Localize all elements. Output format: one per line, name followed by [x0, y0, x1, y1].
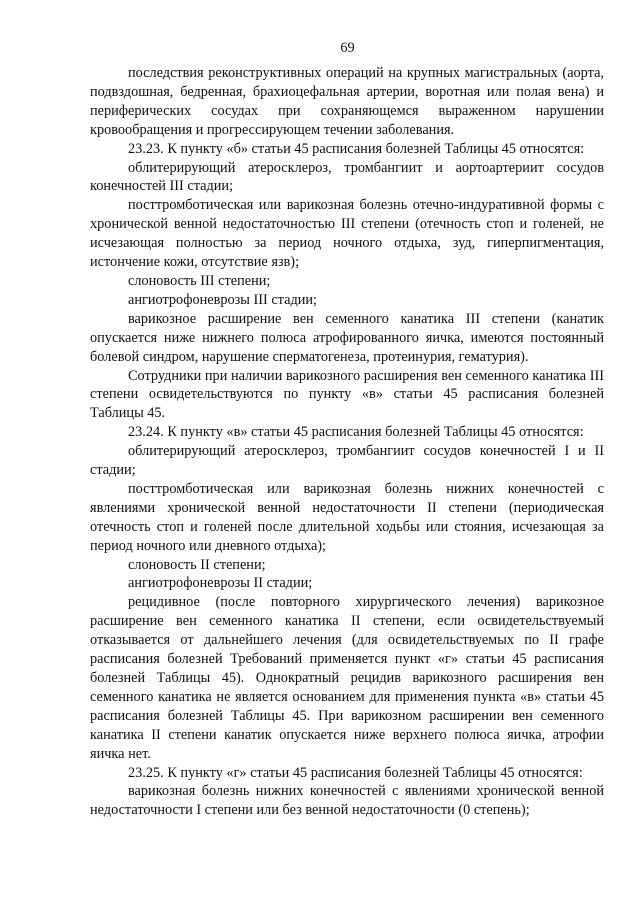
paragraph: 23.24. К пункту «в» статьи 45 расписания болезней Таблицы 45 относятся:	[128, 424, 584, 441]
paragraph: 23.25. К пункту «г» статьи 45 расписания болезней Таблицы 45 относятся:	[128, 764, 583, 781]
paragraph: облитерирующий атеросклероз, тромбангиит сосудов конечностей I и II стадии;	[90, 443, 604, 479]
paragraph: посттромботическая или варикозная болезнь нижних конечностей с явлениями хронической венной недостаточности II степени (периодическая отечность стоп и голеней после длительной ходьбы или стояния, исчезающая за период ночного или дневного отдыха);	[90, 480, 604, 554]
paragraph: ангиотрофоневрозы III стадии;	[128, 291, 317, 308]
paragraph: облитерирующий атеросклероз, тромбангиит и аортоартериит сосудов конечностей III стадии;	[90, 159, 604, 195]
paragraph: варикозное расширение вен семенного канатика III степени (канатик опускается ниже нижнего полюса атрофированного яичка, имеются постоянный болевой синдром, нарушение сперматогенеза, протеинурия, гематурия).	[90, 310, 604, 365]
paragraph: 23.23. К пункту «б» статьи 45 расписания болезней Таблицы 45 относятся:	[128, 140, 585, 157]
paragraph: последствия реконструктивных операций на крупных магистральных (аорта, подвздошная, бедренная, брахиоцефальная артерии, воротная или полая вена) и периферических сосудах при сохраняющемся выраженном нарушении кровообращения и прогрессирующем течении заболевания.	[90, 65, 604, 138]
paragraph: варикозная болезнь нижних конечностей с явлениями хронической венной недостаточности I степени или без венной недостаточности (0 степень);	[90, 783, 604, 819]
paragraph: слоновость III степени;	[128, 272, 271, 289]
document-body	[90, 64, 604, 820]
paragraph: Сотрудники при наличии варикозного расширения вен семенного канатика III степени освидетельствуются по пункту «в» статьи 45 расписания болезней Таблицы 45.	[90, 367, 604, 422]
paragraph: рецидивное (после повторного хирургического лечения) варикозное расширение вен семенного канатика II степени, если освидетельствуемый отказывается от дальнейшего лечения (для освидетельствуемых по II графе расписания болезней Требований применяется пункт «г» статьи 45 расписания болезней Таблицы 45). Однократный рецидив варикозного расширения вен семенного канатика не является основанием для применения пункта «в» статьи 45 расписания болезней Таблицы 45. При варикозном расширении вен семенного канатика II степени канатик опускается ниже верхнего полюса яичка, атрофии яичка нет.	[90, 594, 604, 762]
paragraph: слоновость II степени;	[128, 556, 266, 573]
page-number: 69	[340, 40, 355, 56]
paragraph: ангиотрофоневрозы II стадии;	[128, 575, 313, 592]
paragraph: посттромботическая или варикозная болезнь отечно-индуративной формы с хронической венной недостаточностью III степени (отечность стоп и голеней, не исчезающая полностью за период ночного отдыха, зуд, гиперпигментация, истончение кожи, отсутствие язв);	[90, 197, 604, 271]
